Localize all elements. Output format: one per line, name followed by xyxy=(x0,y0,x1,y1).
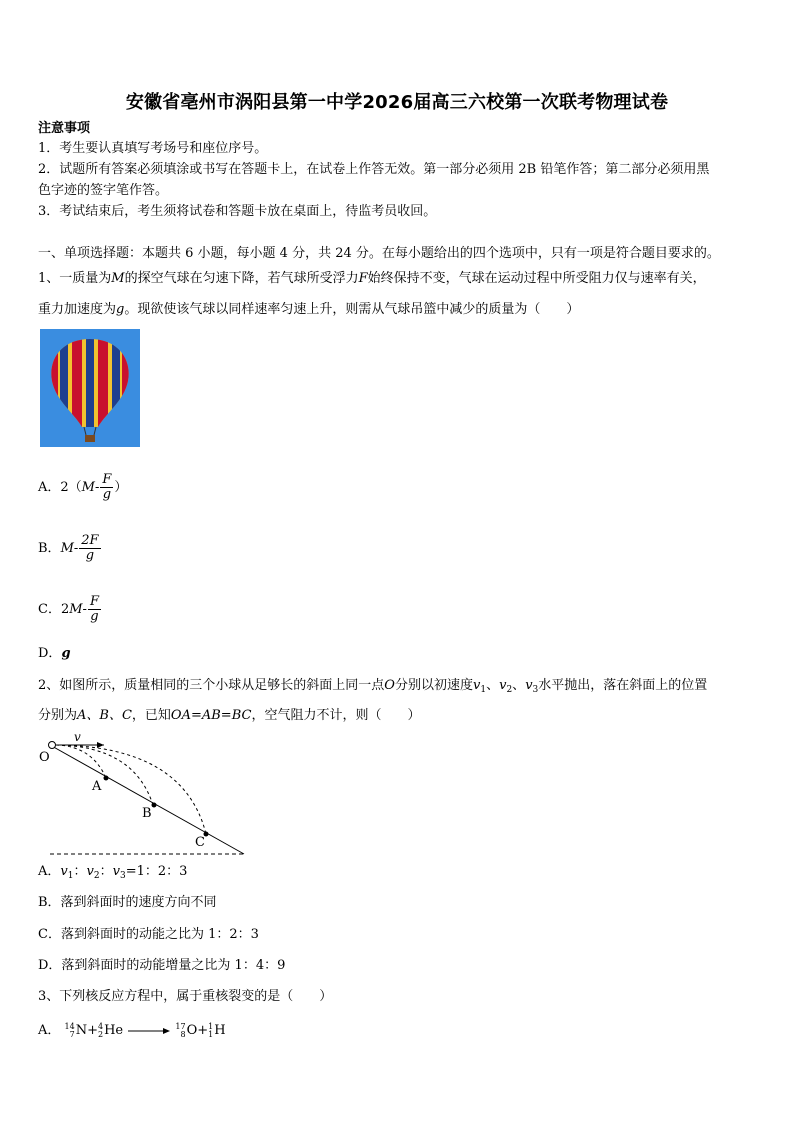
q2-option-a[interactable]: A．$v_1$：$v_2$：$v_3=1$：2：3 xyxy=(38,864,188,881)
notice-item-2-cont: 色字迹的签字笔作答。 xyxy=(38,183,169,198)
label-o: O xyxy=(39,750,50,765)
label-v: v xyxy=(74,730,81,744)
q1-option-b[interactable]: B．M- $\frac{2F}{g}$ xyxy=(38,533,99,563)
q2-option-b[interactable]: B．落到斜面时的速度方向不同 xyxy=(38,895,217,910)
label-b: B xyxy=(142,806,152,821)
label-a: A xyxy=(92,779,102,794)
projectile-incline-diagram xyxy=(36,730,248,858)
q2-stem-line1: 2、如图所示，质量相同的三个小球从足够长的斜面上同一点O分别以初速度$v_1$、$v_2$、$v_3$水平抛出，落在斜面上的位置 xyxy=(38,678,708,695)
q1-option-c[interactable]: C．2M- $\frac{F}{g}$ xyxy=(38,594,99,624)
q2-option-d[interactable]: D．落到斜面时的动能增量之比为 1：4：9 xyxy=(38,958,286,973)
notice-heading: 注意事项 xyxy=(38,121,91,136)
q1-stem-line2: 重力加速度为g。现欲使该气球以同样速率匀速上升，则需从气球吊篮中减少的质量为（ ） xyxy=(38,302,580,317)
q2-option-c[interactable]: C．落到斜面时的动能之比为 1：2：3 xyxy=(38,927,259,942)
q3-stem: 3、下列核反应方程中，属于重核裂变的是（ ） xyxy=(38,989,333,1004)
q2-stem-line2: 分别为A、B、C，已知OA=AB=BC，空气阻力不计，则（ ） xyxy=(38,708,421,723)
q3-option-a[interactable]: A． 14 7 N+ 4 2 He 17 8 O+ 1 1 H xyxy=(38,1021,226,1039)
q1-stem-line1: 1、一质量为M的探空气球在匀速下降，若气球所受浮力F始终保持不变，气球在运动过程中所受阻力仅与速率有关， xyxy=(38,271,706,286)
reaction-arrow-icon xyxy=(127,1026,171,1036)
page-title: 安徽省亳州市涡阳县第一中学2026届高三六校第一次联考物理试卷 xyxy=(125,92,669,113)
notice-item-1: 1．考生要认真填写考场号和座位序号。 xyxy=(38,141,268,156)
hot-air-balloon-image xyxy=(40,329,140,447)
section-heading: 一、单项选择题：本题共 6 小题，每小题 4 分，共 24 分。在每小题给出的四个选项中，只有一项是符合题目要求的。 xyxy=(38,246,720,261)
q1-option-a[interactable]: A．2（M- $\frac{F}{g}$ ） xyxy=(38,472,128,502)
label-c: C xyxy=(195,835,205,850)
q1-option-d[interactable]: D．g xyxy=(38,646,71,661)
notice-item-2: 2．试题所有答案必须填涂或书写在答题卡上，在试卷上作答无效。第一部分必须用 2B 铅笔作答；第二部分必须用黑 xyxy=(38,162,710,177)
notice-item-3: 3．考试结束后，考生须将试卷和答题卡放在桌面上，待监考员收回。 xyxy=(38,204,437,219)
